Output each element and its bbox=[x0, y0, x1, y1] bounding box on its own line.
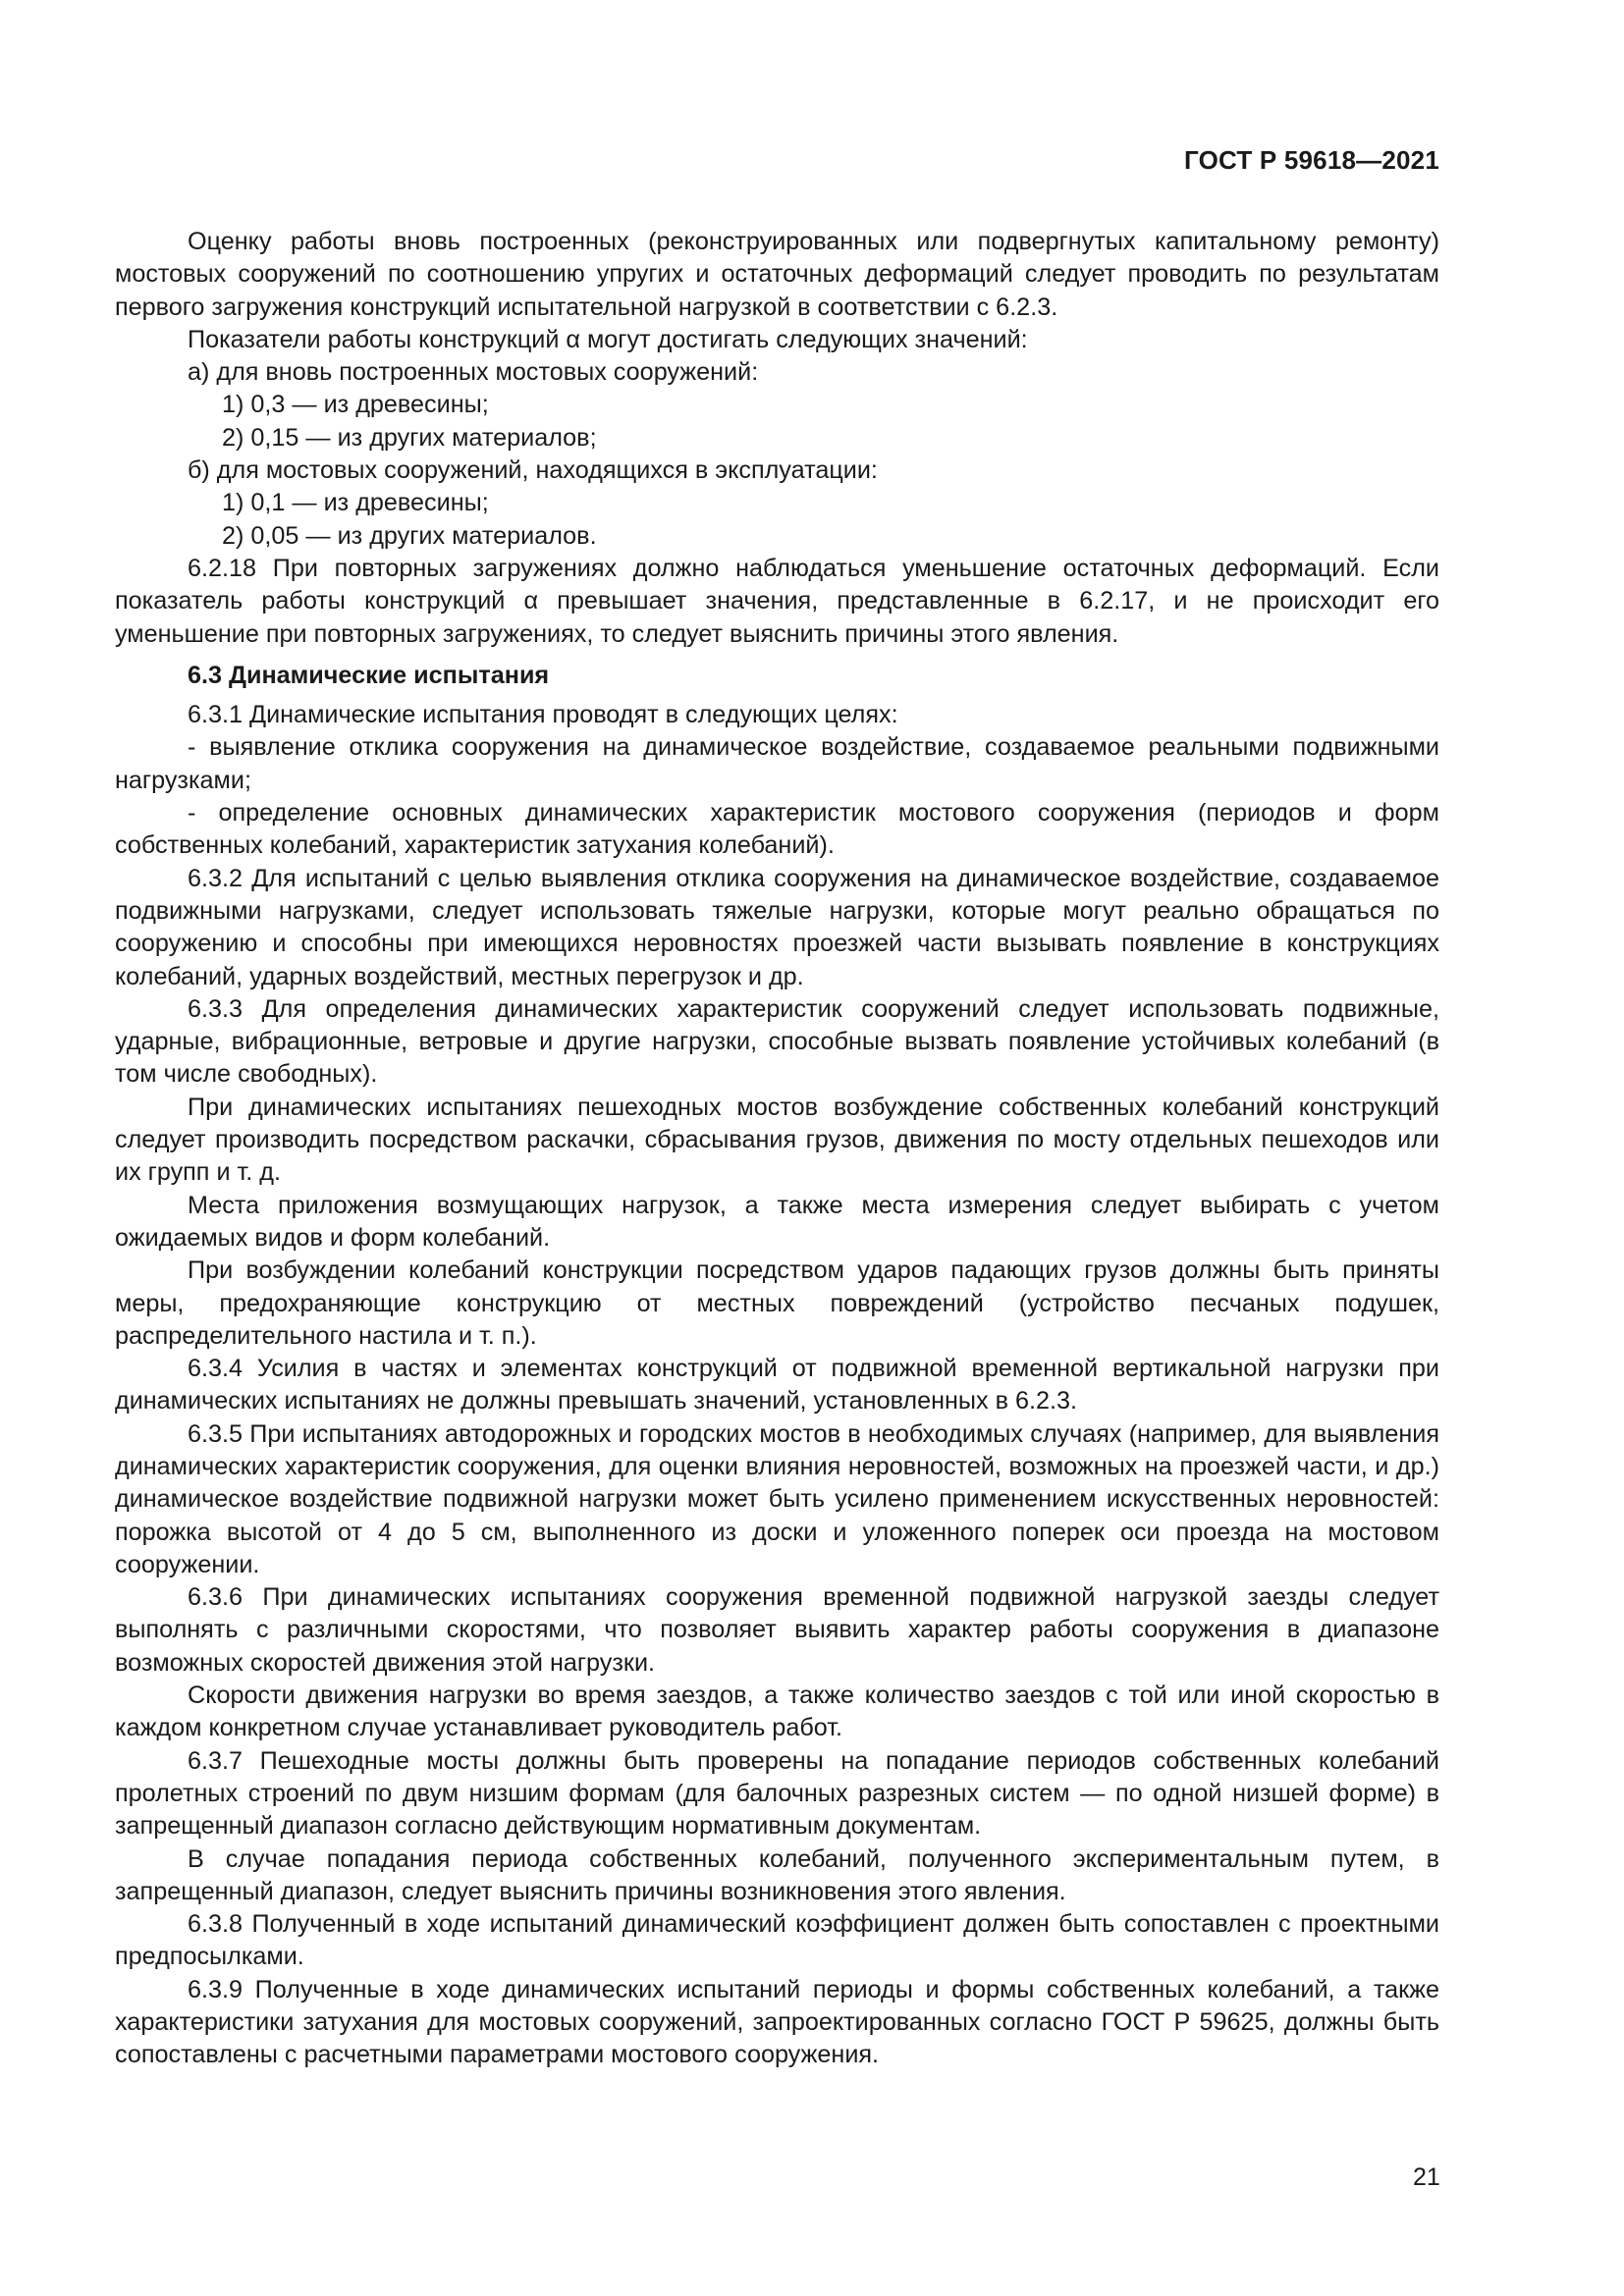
paragraph: В случае попадания периода собственных колебаний, полученного экспериментальным путем, в запрещенный диапазон, следует выяснить причины возникновения этого явления. bbox=[115, 1844, 1439, 1905]
section-heading: 6.3 Динамические испытания bbox=[188, 661, 550, 689]
list-item: 1) 0,3 — из древесины; bbox=[222, 391, 489, 419]
list-item: 2) 0,15 — из других материалов; bbox=[222, 423, 597, 452]
list-item: 2) 0,05 — из других материалов. bbox=[222, 521, 597, 550]
list-item: б) для мостовых сооружений, находящихся в эксплуатации: bbox=[188, 456, 878, 485]
paragraph: При динамических испытаниях пешеходных мостов возбуждение собственных колебаний конструкций следует производить посредством раскачки, сбрасывания грузов, движения по мосту отдельных пешеходов или их групп и т. д. bbox=[115, 1093, 1439, 1187]
paragraph: 6.3.2 Для испытаний с целью выявления отклика сооружения на динамическое воздействие, создаваемое подвижными нагрузками, следует использовать тяжелые нагрузки, которые могут реально обращаться по сооружению и способны при имеющихся неровностях проезжей части вызывать появление в конструкциях колебаний, ударных воздействий, местных перегрузок и др. bbox=[115, 864, 1439, 990]
paragraph: 6.3.6 При динамических испытаниях сооружения временной подвижной нагрузкой заезды следует выполнять с различными скоростями, что позволяет выявить характер работы сооружения в диапазоне возможных скоростей движения этой нагрузки. bbox=[115, 1583, 1439, 1677]
paragraph: Места приложения возмущающих нагрузок, а также места измерения следует выбирать с учетом ожидаемых видов и форм колебаний. bbox=[115, 1191, 1439, 1252]
list-item: 1) 0,1 — из древесины; bbox=[222, 489, 489, 517]
list-item: - выявление отклика сооружения на динамическое воздействие, создаваемое реальными подвижными нагрузками; bbox=[115, 733, 1439, 794]
document-body bbox=[115, 226, 1439, 2072]
paragraph: При возбуждении колебаний конструкции посредством ударов падающих грузов должны быть приняты меры, предохраняющие конструкцию от местных повреждений (устройство песчаных подушек, распределительного настила и т. п.). bbox=[115, 1256, 1439, 1350]
page-number: 21 bbox=[1413, 2163, 1440, 2191]
paragraph: 6.3.1 Динамические испытания проводят в следующих целях: bbox=[188, 701, 898, 729]
list-item: а) для вновь построенных мостовых сооружений: bbox=[188, 358, 759, 387]
paragraph: 6.3.4 Усилия в частях и элементах конструкций от подвижной временной вертикальной нагрузки при динамических испытаниях не должны превышать значений, установленных в 6.2.3. bbox=[115, 1355, 1439, 1415]
document-number-header: ГОСТ Р 59618—2021 bbox=[1184, 145, 1439, 175]
paragraph: 6.3.5 При испытаниях автодорожных и городских мостов в необходимых случаях (например, для выявления динамических характеристик сооружения, для оценки влияния неровностей, возможных на проезжей части, и др.) динамическое воздействие подвижной нагрузки может быть усилено применением искусственных неровностей: порожка высотой от 4 до 5 см, выполненного из доски и уложенного поперек оси проезда на мостовом сооружении. bbox=[115, 1419, 1439, 1578]
paragraph: 6.3.8 Полученный в ходе испытаний динамический коэффициент должен быть сопоставлен с проектными предпосылками. bbox=[115, 1910, 1439, 1971]
paragraph: Показатели работы конструкций α могут достигать следующих значений: bbox=[188, 325, 1028, 353]
paragraph: Оценку работы вновь построенных (реконструированных или подвергнутых капитальному ремонту) мостовых сооружений по соотношению упругих и остаточных деформаций следует проводить по результатам первого загружения конструкций испытательной нагрузкой в соответствии с 6.2.3. bbox=[115, 228, 1439, 321]
paragraph: 6.3.3 Для определения динамических характеристик сооружений следует использовать подвижные, ударные, вибрационные, ветровые и другие нагрузки, способные вызвать появление устойчивых колебаний (в том числе свободных). bbox=[115, 994, 1439, 1089]
paragraph: 6.3.9 Полученные в ходе динамических испытаний периоды и формы собственных колебаний, а также характеристики затухания для мостовых сооружений, запроектированных согласно ГОСТ Р 59625, должны быть сопоставлены с расчетными параметрами мостового сооружения. bbox=[115, 1975, 1439, 2069]
list-item: - определение основных динамических характеристик мостового сооружения (периодов и форм собственных колебаний, характеристик затухания колебаний). bbox=[115, 799, 1439, 860]
paragraph: 6.3.7 Пешеходные мосты должны быть проверены на попадание периодов собственных колебаний пролетных строений по двум низшим формам (для балочных разрезных систем — по одной низшей форме) в запрещенный диапазон согласно действующим нормативным документам. bbox=[115, 1746, 1439, 1841]
paragraph: Скорости движения нагрузки во время заездов, а также количество заездов с той или иной скоростью в каждом конкретном случае устанавливает руководитель работ. bbox=[115, 1682, 1439, 1742]
paragraph: 6.2.18 При повторных загружениях должно наблюдаться уменьшение остаточных деформаций. Если показатель работы конструкций α превышает значения, представленные в 6.2.17, и не происходит его уменьшение при повторных загружениях, то следует выяснить причины этого явления. bbox=[115, 554, 1439, 648]
